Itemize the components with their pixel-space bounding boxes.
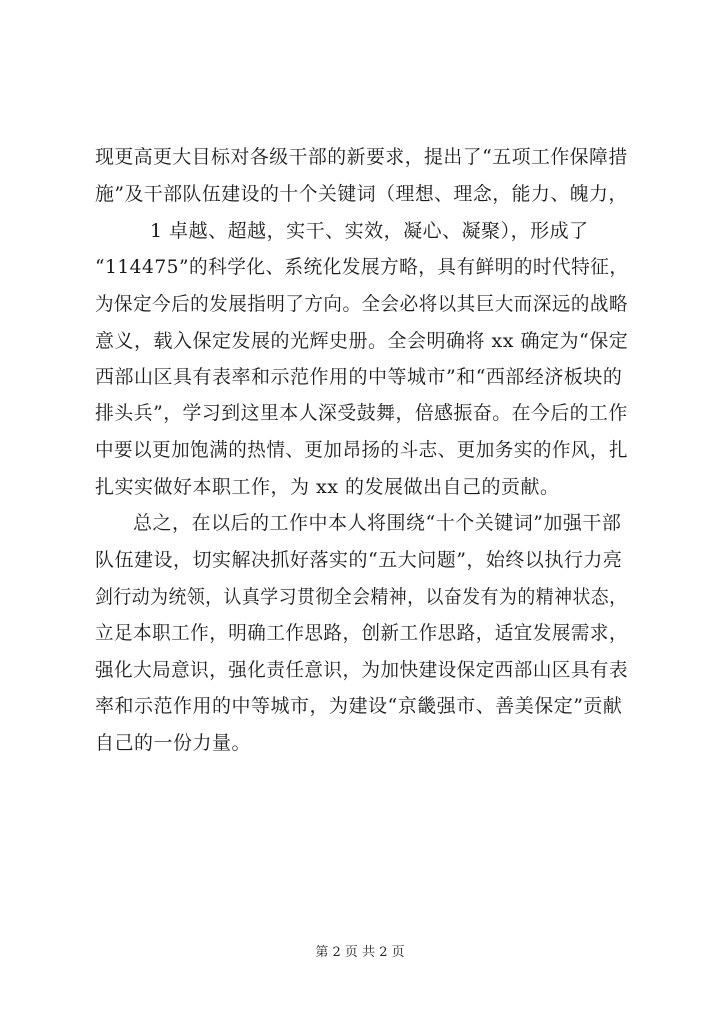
text-line-15: 强化大局意识，强化责任意识，为加快建设保定西部山区具有表 [95, 659, 629, 681]
text-line-14: 立足本职工作，明确工作思路，创新工作思路，适宜发展需求， [95, 622, 629, 644]
text-line-6: 意义，载入保定发展的光辉史册。全会明确将 xx 确定为“保定 [95, 330, 629, 352]
page-number-footer: 第 2 页 共 2 页 [315, 945, 405, 960]
text-line-17: 自己的一份力量。 [95, 732, 252, 754]
text-line-2: 施”及干部队伍建设的十个关键词（理想、理念，能力、魄力， [95, 183, 628, 205]
text-line-13: 剑行动为统领，认真学习贯彻全会精神，以奋发有为的精神状态， [95, 586, 628, 608]
text-line-12: 队伍建设，切实解决抓好落实的“五大问题”，始终以执行力亮 [95, 549, 623, 571]
text-line-11: 总之，在以后的工作中本人将围绕“十个关键词”加强干部 [133, 512, 622, 534]
text-line-1: 现更高更大目标对各级干部的新要求，提出了“五项工作保障措 [95, 146, 628, 168]
text-line-4: “114475”的科学化、系统化发展方略，具有鲜明的时代特征， [95, 256, 629, 278]
text-line-7: 西部山区具有表率和示范作用的中等城市”和“西部经济板块的 [95, 366, 623, 388]
text-line-5: 为保定今后的发展指明了方向。全会必将以其巨大而深远的战略 [95, 293, 629, 315]
text-line-10: 扎实实做好本职工作，为 xx 的发展做出自己的贡献。 [95, 476, 560, 498]
text-line-16: 率和示范作用的中等城市，为建设“京畿强市、善美保定”贡献 [95, 695, 623, 717]
text-line-3: 1 卓越、超越，实干、实效，凝心、凝聚），形成了 [150, 220, 589, 242]
text-line-9: 中要以更加饱满的热情、更加昂扬的斗志、更加务实的作风，扎 [95, 439, 629, 461]
text-line-8: 排头兵”，学习到这里本人深受鼓舞，倍感振奋。在今后的工作 [95, 402, 628, 424]
